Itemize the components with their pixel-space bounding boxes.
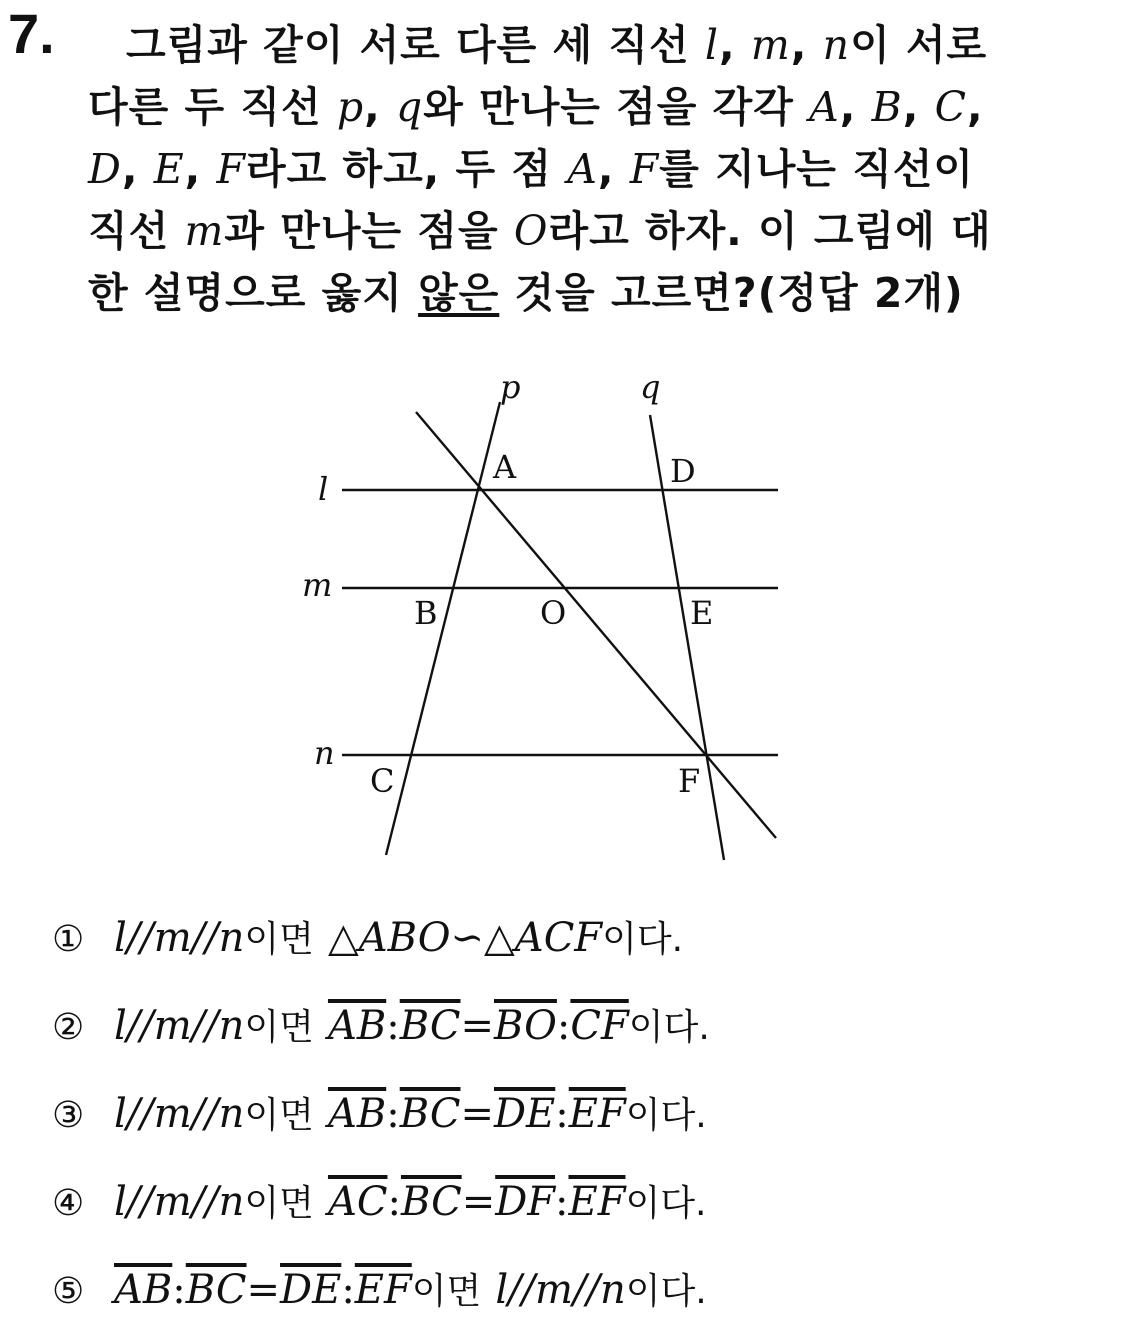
stem-line (88, 262, 1088, 324)
point-B: B (414, 594, 438, 632)
choice-item[interactable] (52, 983, 710, 1071)
segment: $\overline{CF}$ (570, 1003, 629, 1049)
stem-text: , (184, 145, 217, 193)
ratio-sep: : (341, 1267, 355, 1313)
stem-line (88, 76, 1088, 138)
point-D: D (670, 452, 696, 490)
math-symbol: p (336, 83, 365, 131)
ratio-sep: : (387, 1179, 401, 1225)
math-symbol: B (871, 83, 903, 131)
parallel-condition: l//m//n (114, 1003, 245, 1049)
point-F: F (678, 762, 701, 800)
choice-number: ③ (52, 1095, 85, 1136)
segment: $\overline{BO}$ (493, 1003, 557, 1049)
segment: $\overline{AB}$ (114, 1267, 173, 1313)
stem-line (88, 14, 1088, 76)
math-symbol: m (184, 207, 225, 255)
choice-text: 이면 (244, 1095, 314, 1136)
line-AF (416, 412, 776, 838)
ratio-sep: : (386, 1091, 400, 1137)
label-m: m (302, 566, 333, 604)
segment: $\overline{BC}$ (185, 1267, 247, 1313)
choice-end: 이다. (625, 1095, 707, 1136)
choice-number: ④ (52, 1183, 85, 1224)
math-symbol: C (934, 83, 968, 131)
stem-text: , (121, 145, 154, 193)
math-symbol: l (704, 21, 720, 69)
stem-text: 직선 (88, 207, 185, 255)
choice-end: 이다. (628, 1007, 710, 1048)
choice-text: 이면 (244, 1183, 314, 1224)
segment: $\overline{DF}$ (495, 1179, 556, 1225)
ratio-sep: = (460, 1003, 494, 1049)
stem-text: 라고 하고, 두 점 (245, 145, 568, 193)
point-E: E (690, 594, 714, 632)
segment: $\overline{BC}$ (400, 1179, 462, 1225)
math-symbol: A (809, 83, 840, 131)
choice-end: 이다. (625, 1183, 707, 1224)
stem-text: , (597, 145, 630, 193)
choice-text: 이면 (411, 1271, 482, 1312)
question-stem (88, 14, 1088, 324)
stem-text: 그림과 같이 서로 다른 세 직선 (126, 21, 705, 69)
math-symbol: F (629, 145, 660, 193)
label-q: q (640, 368, 661, 406)
ratio-sep: = (461, 1179, 496, 1225)
stem-line (88, 138, 1088, 200)
point-A: A (493, 448, 517, 486)
stem-text: 한 설명으로 옳지 (88, 269, 419, 317)
stem-text: 를 지나는 직선이 (659, 145, 975, 193)
stem-text: 다른 두 직선 (88, 83, 337, 131)
parallel-condition: l//m//n (495, 1267, 626, 1313)
math-symbol: A (567, 145, 598, 193)
parallel-condition: l//m//n (114, 915, 245, 961)
math-symbol: O (513, 207, 549, 255)
stem-text: , (967, 83, 984, 131)
underlined-text: 않은 (418, 269, 500, 317)
stem-text: 과 만나는 점을 (224, 207, 514, 255)
choice-end: 이다. (625, 1271, 707, 1312)
answer-choices (52, 895, 710, 1335)
math-symbol: m (750, 21, 791, 69)
stem-text: , (364, 83, 396, 131)
segment: $\overline{AB}$ (327, 1091, 387, 1137)
stem-text: 와 만나는 점을 각각 (423, 83, 810, 131)
ratio-sep: : (172, 1267, 186, 1313)
math-symbol: F (216, 145, 246, 193)
parallel-condition: l//m//n (114, 1179, 245, 1225)
segment: $\overline{EF}$ (568, 1179, 626, 1225)
choice-text: 이면 (244, 919, 314, 960)
segment: $\overline{AB}$ (327, 1003, 387, 1049)
stem-text: , (902, 83, 935, 131)
choice-number: ⑤ (52, 1271, 85, 1312)
math-symbol: D (88, 145, 122, 193)
math-symbol: q (395, 83, 424, 131)
stem-line (88, 200, 1088, 262)
geometry-figure (290, 360, 810, 870)
stem-text: 것을 고르면?(정답 2개) (499, 269, 964, 317)
stem-text: 라고 하자. 이 그림에 대 (548, 207, 992, 255)
label-n: n (314, 734, 335, 772)
ratio-sep: : (555, 1179, 569, 1225)
label-l: l (318, 470, 329, 508)
point-C: C (370, 762, 395, 800)
choice-number: ② (52, 1007, 85, 1048)
math-symbol: E (153, 145, 185, 193)
segment: $\overline{AC}$ (327, 1179, 388, 1225)
choice-item[interactable] (52, 1071, 710, 1159)
choice-number: ① (52, 919, 85, 960)
choice-end: 이다. (602, 919, 684, 960)
ratio-sep: : (386, 1003, 400, 1049)
stem-text: , (790, 21, 823, 69)
math-symbol: n (822, 21, 851, 69)
stem-text: , (839, 83, 872, 131)
question-number: 7. (8, 2, 55, 65)
segment: $\overline{DE}$ (280, 1267, 342, 1313)
ratio-sep: : (556, 1003, 571, 1049)
choice-item[interactable] (52, 1247, 710, 1335)
segment: $\overline{EF}$ (354, 1267, 412, 1313)
stem-text: 이 서로 (850, 21, 988, 69)
ratio-sep: = (460, 1091, 494, 1137)
point-O: O (540, 594, 567, 632)
segment: $\overline{EF}$ (568, 1091, 626, 1137)
choice-item[interactable] (52, 895, 710, 983)
segment: $\overline{BC}$ (399, 1003, 461, 1049)
choice-text: 이면 (244, 1007, 314, 1048)
similarity-statement: △ABO∽△ACF (327, 915, 603, 961)
line-p (386, 402, 500, 855)
parallel-condition: l//m//n (114, 1091, 245, 1137)
ratio-sep: : (555, 1091, 569, 1137)
stem-text: , (719, 21, 751, 69)
ratio-sep: = (246, 1267, 281, 1313)
segment: $\overline{DE}$ (493, 1091, 556, 1137)
label-p: p (500, 368, 521, 406)
choice-item[interactable] (52, 1159, 710, 1247)
segment: $\overline{BC}$ (399, 1091, 461, 1137)
